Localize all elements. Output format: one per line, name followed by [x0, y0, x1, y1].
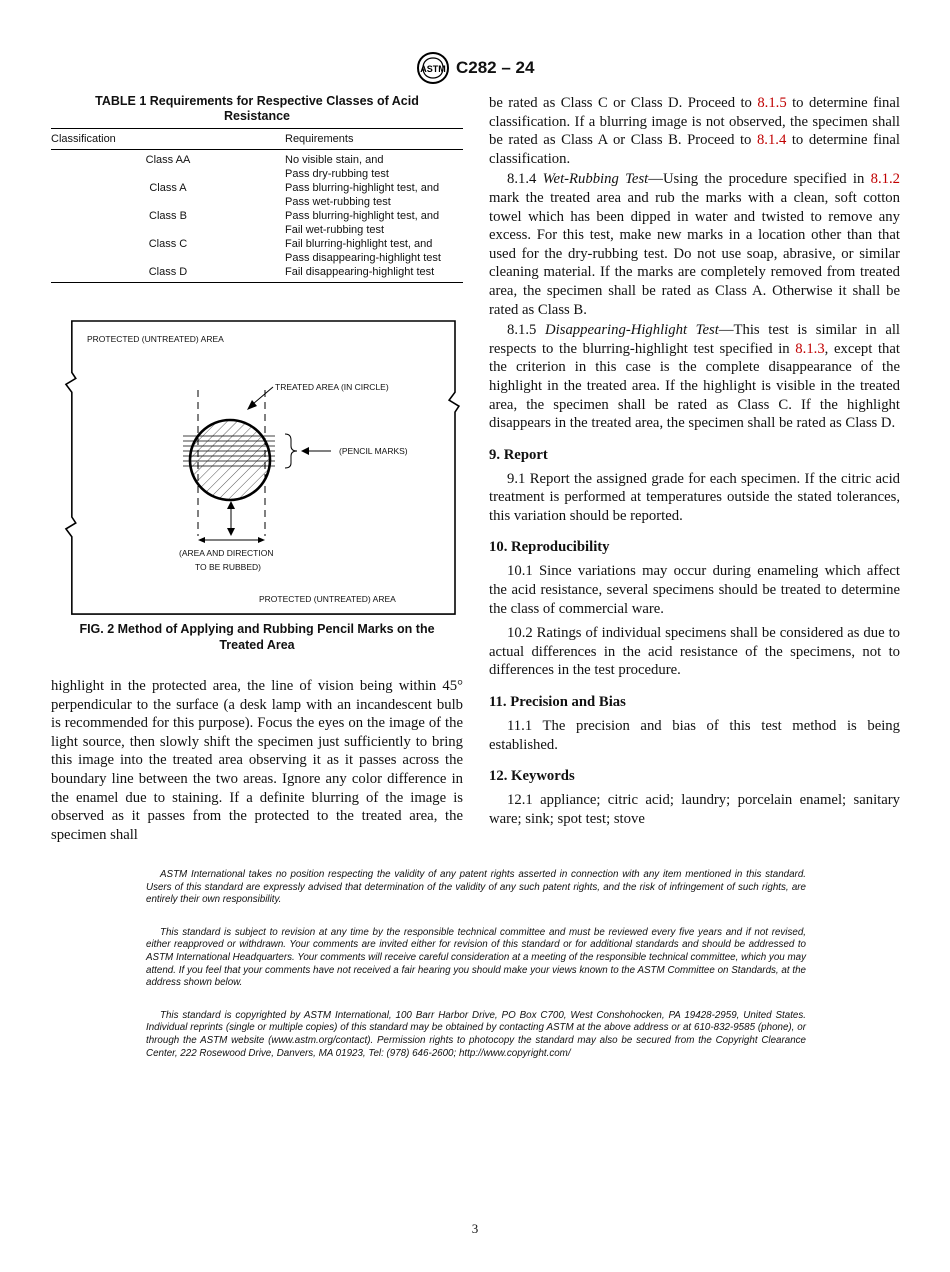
- label-rub-area-line1: (AREA AND DIRECTION: [179, 548, 274, 558]
- left-body-text: [51, 677, 463, 844]
- section-heading-reproducibility: 10. Reproducibility: [489, 539, 610, 556]
- notice-copyright: This standard is copyrighted by ASTM International, 100 Barr Harbor Drive, PO Box C700, West Conshohocken, PA 19428-2959, United States. Individual reprints (single or multiple copies) of this standard may be obtained by contacting ASTM at the above address or at 610-832-9585 (phone), or through the ASTM website (www.astm.org/contact). Permission rights to photocopy the standard may also be secured from the Copyright Clearance Center, 222 Rosewood Drive, Danvers, MA 01923, Tel: (978) 646-2600; http://www.copyright.com/: [146, 1009, 806, 1059]
- paragraph-10-2: 10.2 Ratings of individual specimens shall be considered as due to actual differences in the acid resistance of the specimens, not to differences in the test procedure.: [489, 625, 900, 679]
- paragraph-8-1-4: 8.1.4 Wet-Rubbing Test—Using the procedure specified in 8.1.2 mark the treated area and rub the marks with a clean, soft cotton towel which has been dipped in water and twisted to remove any excess. For this test, make new marks in a location other than that used for the dry-rubbing test. Do not use soap, abrasive, or similar cleaning material. If the marks are completely removed from treated area, the specimen shall be rated as Class A. Otherwise it shall be rated as Class B.: [489, 171, 900, 318]
- table-row: [51, 181, 463, 209]
- label-treated-area: TREATED AREA (IN CIRCLE): [275, 382, 389, 392]
- section-heading-report: 9. Report: [489, 446, 548, 463]
- paragraph-8-1-5: 8.1.5 Disappearing-Highlight Test—This test is similar in all respects to the blurring-highlight test specified in 8.1.3, except that the criterion in this case is the complete disappearance of the highlight in the treated area. If the highlight is visible in the treated area, the specimen shall be rated as Class C. If the highlight disappears in the treated area, the specimen shall be rated as Class D.: [489, 322, 901, 432]
- cell-class: Class A: [149, 182, 187, 194]
- footer-notices: [146, 869, 806, 1080]
- section-heading-precision-bias: 11. Precision and Bias: [489, 694, 626, 711]
- notice-revision: This standard is subject to revision at any time by the responsible technical committee and must be reviewed every five years and if not revised, either reapproved or withdrawn. Your comments are invited either for revision of this standard or for additional standards and should be addressed to ASTM International Headquarters. Your comments will receive careful consideration at a meeting of the responsible technical committee, which you may attend. If you feel that your comments have not received a fair hearing you should make your views known to the ASTM Committee on Standards, at the address shown below.: [146, 926, 806, 989]
- paragraph-11-1: 11.1 The precision and bias of this test method is being established.: [489, 718, 900, 753]
- document-designation: C282 – 24: [456, 58, 535, 77]
- figure-caption-line1: FIG. 2 Method of Applying and Rubbing Pencil Marks on the: [79, 622, 435, 636]
- logo-lettering: ASTM: [420, 64, 446, 74]
- label-rub-area-line2: TO BE RUBBED): [195, 562, 261, 572]
- table-row: [51, 237, 463, 265]
- term-disappearing-highlight: Disappearing-Highlight Test: [545, 322, 719, 339]
- astm-logo-icon: [414, 52, 452, 84]
- figure-caption-line2: Treated Area: [219, 637, 295, 652]
- paragraph-10-1: 10.1 Since variations may occur during enameling which affect the acid resistance, several specimens should be treated to determine the class of commercial ware.: [489, 563, 900, 617]
- cell-requirement: Pass blurring-highlight test, and Fail wet-rubbing test: [285, 210, 440, 236]
- paragraph-continued: highlight in the protected area, the line of vision being within 45° perpendicular to the surface (a desk lamp with an incandescent bulb is recommended for this purpose). Focus the eyes on the image of the light source, then slowly shift the specimen just sufficiently to bring this image into the treated area observing it as it passes across the boundary line between the two areas. Ignore any color difference in the enamel due to staining. If a definite blurring of the image is observed as it passes from the protected to the treated area, the specimen shall: [51, 678, 463, 843]
- page-header: [0, 52, 950, 86]
- cell-requirement: No visible stain, and Pass dry-rubbing test: [285, 154, 389, 180]
- treated-area-circle: [190, 420, 270, 500]
- paragraph-12-1: 12.1 appliance; citric acid; laundry; porcelain enamel; sanitary ware; sink; spot test; stove: [489, 792, 900, 827]
- notice-patent-rights: ASTM International takes no position respecting the validity of any patent rights asserted in connection with any item mentioned in this standard. Users of this standard are expressly advised that determination of the validity of any such patent rights, and the risk of infringement of such rights, are entirely their own responsibility.: [146, 869, 806, 906]
- table-title: [51, 94, 463, 124]
- header-classification: Classification: [51, 129, 285, 150]
- label-protected-top: PROTECTED (UNTREATED) AREA: [87, 334, 224, 344]
- figure-2-diagram: [61, 320, 461, 616]
- cell-requirement: Pass blurring-highlight test, and Pass wet-rubbing test: [285, 182, 440, 208]
- link-section-8-1-5[interactable]: 8.1.5: [757, 95, 787, 111]
- table-row: [51, 150, 463, 182]
- requirements-table: [51, 128, 463, 283]
- figure-caption: [51, 622, 463, 653]
- link-section-8-1-4[interactable]: 8.1.4: [756, 132, 787, 149]
- cell-requirement: Fail disappearing-highlight test: [285, 265, 463, 283]
- label-protected-bottom: PROTECTED (UNTREATED) AREA: [259, 594, 396, 604]
- paragraph-8-1-3-end: be rated as Class C or Class D. Proceed to 8.1.5 to determine final classification. If a blurring image is not observed, the specimen shall be rated as Class A or Class B. Proceed to 8.1.4 to determine final classification.: [489, 95, 900, 167]
- left-column: [51, 94, 463, 843]
- cell-class: Class AA: [145, 154, 191, 166]
- cell-requirement: Fail blurring-highlight test, and Pass disappearing-highlight test: [285, 238, 441, 264]
- header-requirements: Requirements: [285, 129, 463, 150]
- cell-class: Class B: [149, 210, 187, 222]
- paragraph-9-1: 9.1 Report the assigned grade for each specimen. If the citric acid treatment is performed at temperatures outside the stated tolerances, this variation should be reported.: [489, 470, 900, 524]
- term-wet-rubbing: Wet-Rubbing Test: [542, 171, 649, 188]
- table-header-row: [51, 129, 463, 150]
- table-title-line2: Resistance: [223, 109, 290, 123]
- label-pencil-marks: (PENCIL MARKS): [339, 446, 408, 456]
- link-section-8-1-2[interactable]: 8.1.2: [870, 171, 900, 188]
- table-title-line1: TABLE 1 Requirements for Respective Classes of Acid: [95, 94, 419, 108]
- page-number: 3: [471, 1221, 479, 1236]
- table-row: [51, 265, 463, 283]
- right-column: [489, 94, 900, 828]
- table-row: [51, 209, 463, 237]
- section-heading-keywords: 12. Keywords: [489, 768, 575, 785]
- link-section-8-1-3[interactable]: 8.1.3: [795, 340, 825, 357]
- cell-class: Class C: [148, 238, 188, 250]
- cell-class: Class D: [51, 265, 285, 283]
